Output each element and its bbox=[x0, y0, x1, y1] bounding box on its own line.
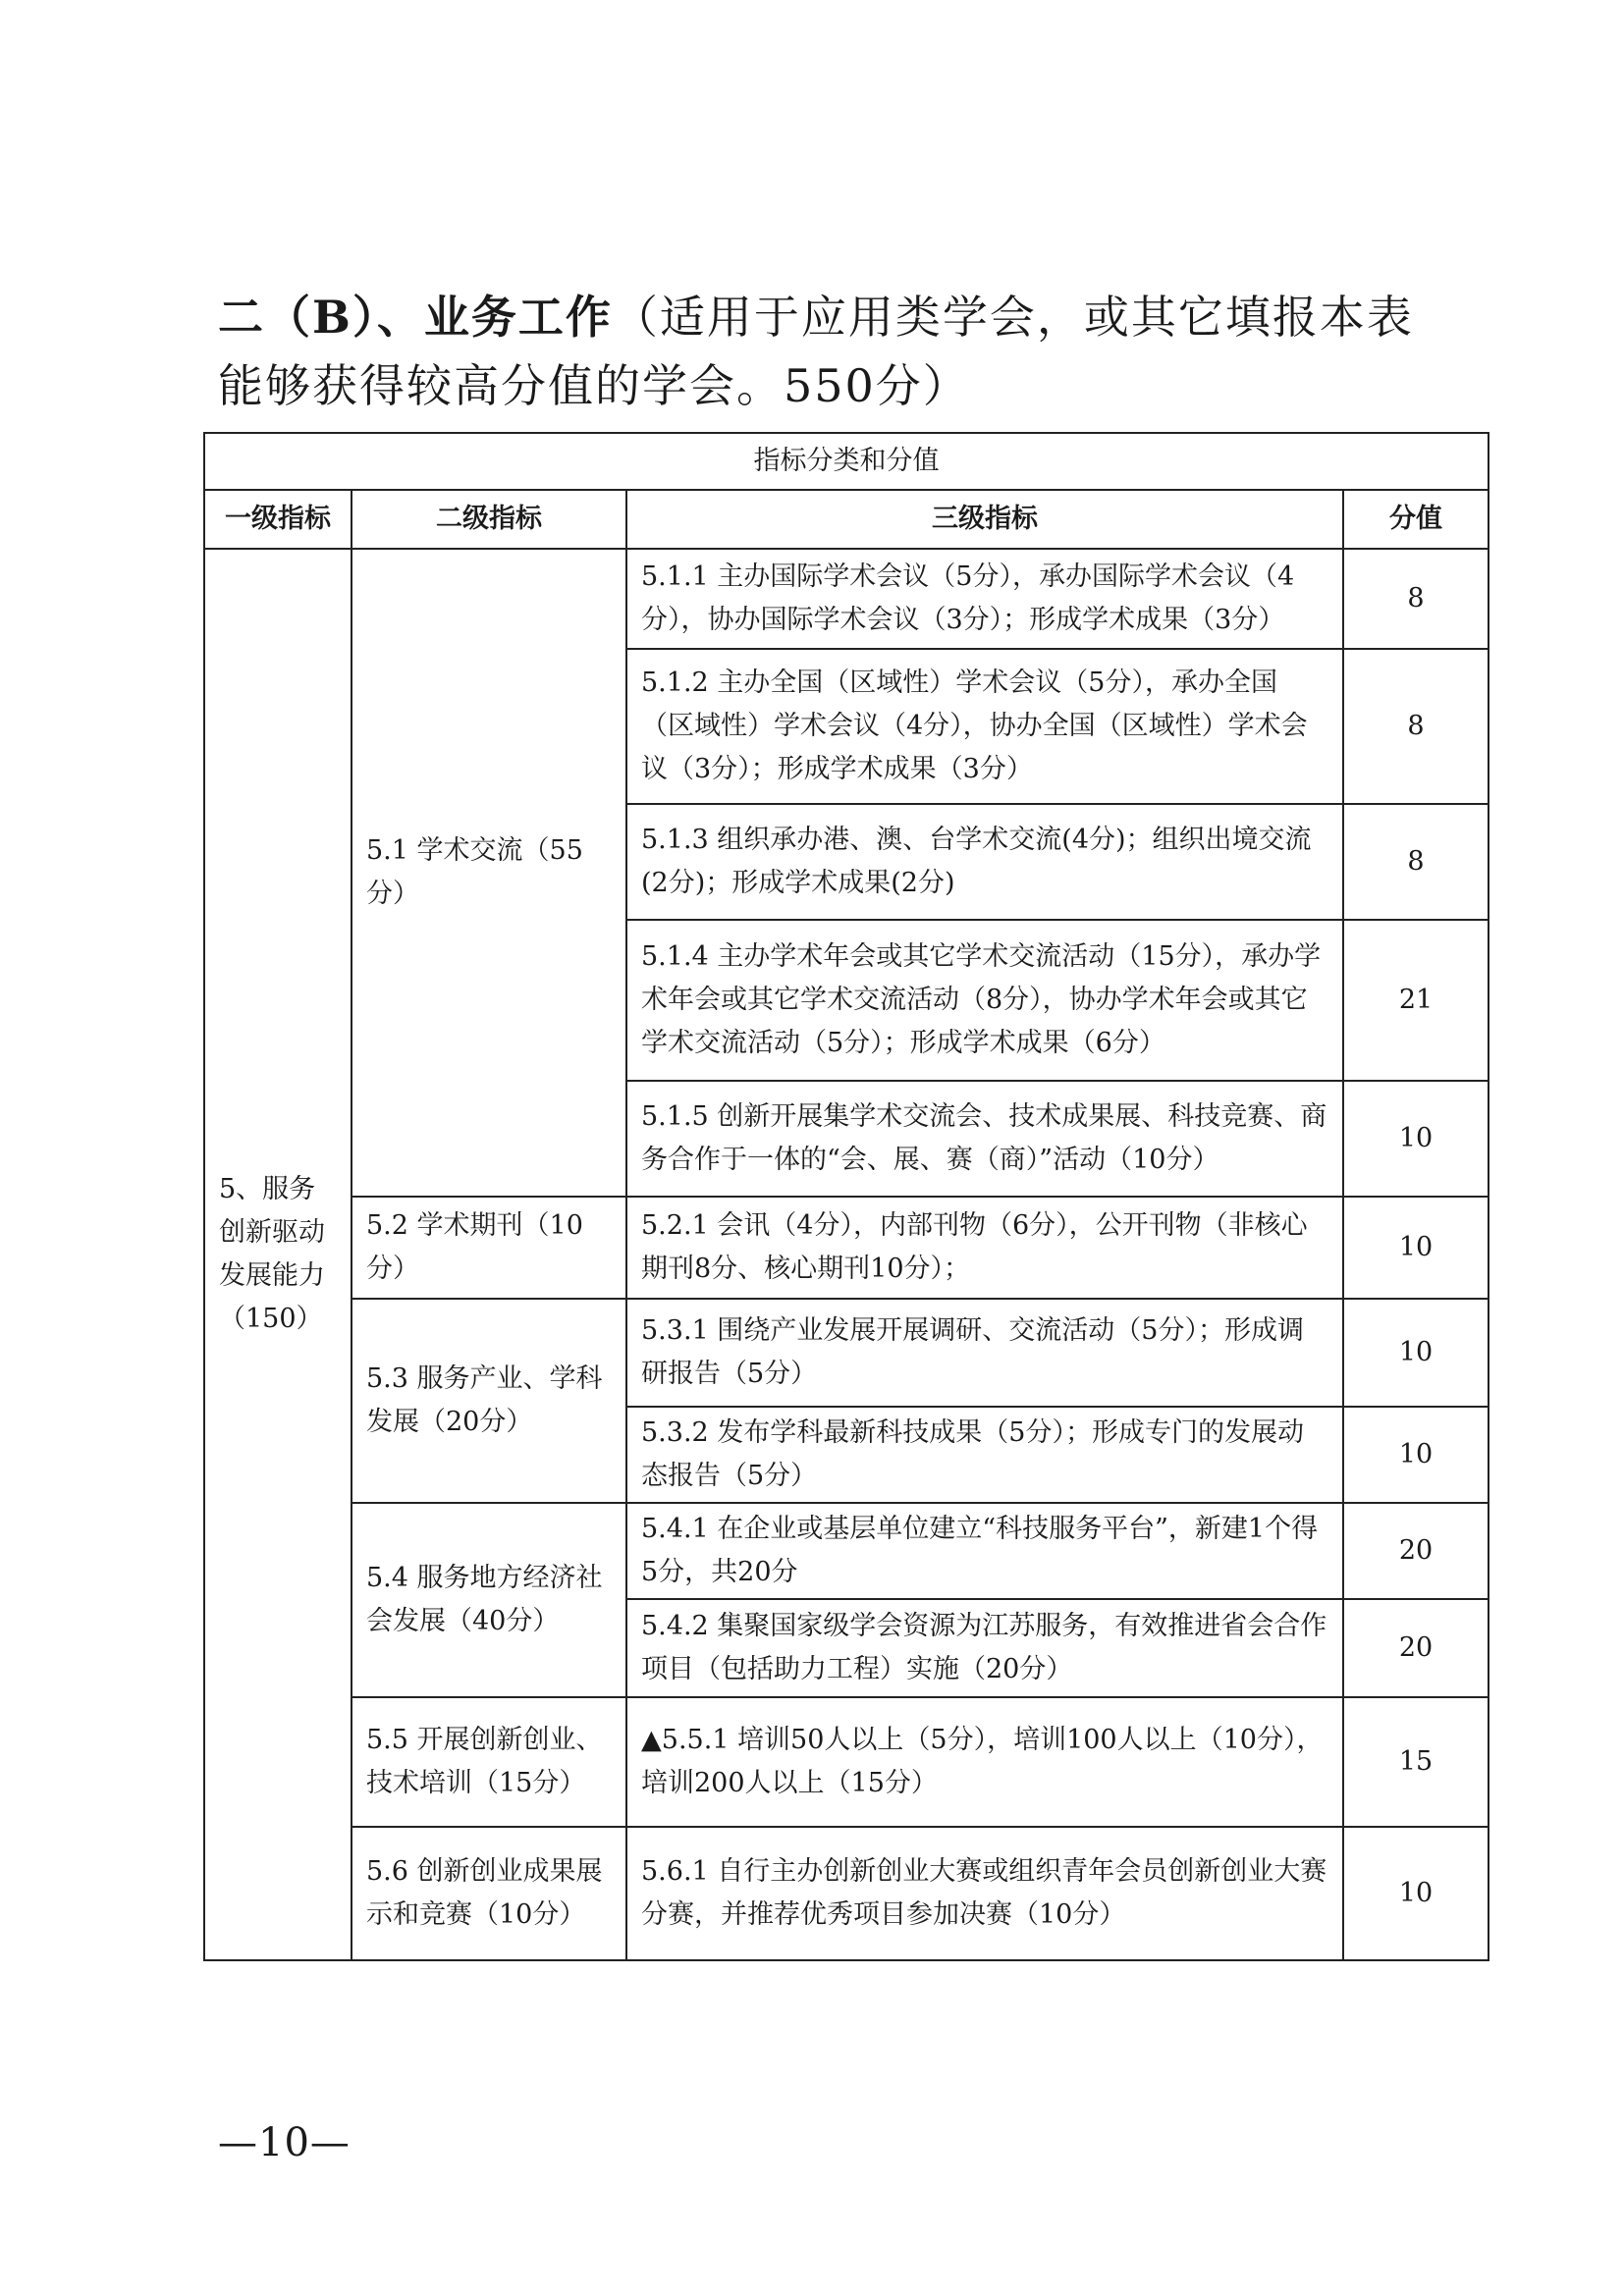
score-cell: 8 bbox=[1343, 649, 1489, 804]
header-level1: 一级指标 bbox=[204, 490, 352, 549]
section-heading bbox=[218, 283, 1435, 420]
level2-indicator: 5.3 服务产业、学科发展（20分） bbox=[352, 1299, 626, 1503]
page-number: —10— bbox=[218, 2120, 351, 2165]
indicator-table bbox=[203, 432, 1489, 1961]
level3-indicator: 5.1.2 主办全国（区域性）学术会议（5分），承办全国（区域性）学术会议（4分），协办全国（区域性）学术会议（3分）；形成学术成果（3分） bbox=[626, 649, 1343, 804]
score-cell: 10 bbox=[1343, 1827, 1489, 1960]
level3-indicator: 5.4.1 在企业或基层单位建立“科技服务平台”，新建1个得5分，共20分 bbox=[626, 1503, 1343, 1599]
header-score: 分值 bbox=[1343, 490, 1489, 549]
score-cell: 15 bbox=[1343, 1697, 1489, 1827]
level1-indicator: 5、服务创新驱动发展能力（150） bbox=[204, 549, 352, 1960]
table-caption: 指标分类和分值 bbox=[204, 433, 1489, 490]
score-cell: 10 bbox=[1343, 1197, 1489, 1299]
score-cell: 10 bbox=[1343, 1081, 1489, 1197]
score-cell: 20 bbox=[1343, 1599, 1489, 1697]
level2-indicator: 5.5 开展创新创业、技术培训（15分） bbox=[352, 1697, 626, 1827]
level3-indicator: ▲5.5.1 培训50人以上（5分），培训100人以上（10分），培训200人以上（15分） bbox=[626, 1697, 1343, 1827]
section-heading-note: （适用于应用类学会，或其它填报本表能够获得较高分值的学会。550分） bbox=[218, 291, 1414, 412]
level3-indicator: 5.4.2 集聚国家级学会资源为江苏服务，有效推进省会合作项目（包括助力工程）实施（20分） bbox=[626, 1599, 1343, 1697]
score-cell: 10 bbox=[1343, 1407, 1489, 1503]
score-cell: 8 bbox=[1343, 804, 1489, 920]
level3-indicator: 5.6.1 自行主办创新创业大赛或组织青年会员创新创业大赛分赛，并推荐优秀项目参加决赛（10分） bbox=[626, 1827, 1343, 1960]
level3-indicator: 5.3.1 围绕产业发展开展调研、交流活动（5分）；形成调研报告（5分） bbox=[626, 1299, 1343, 1407]
score-cell: 21 bbox=[1343, 920, 1489, 1081]
score-cell: 20 bbox=[1343, 1503, 1489, 1599]
score-cell: 8 bbox=[1343, 549, 1489, 649]
score-cell: 10 bbox=[1343, 1299, 1489, 1407]
header-level2: 二级指标 bbox=[352, 490, 626, 549]
header-level3: 三级指标 bbox=[626, 490, 1343, 549]
section-heading-title: 二（B）、业务工作 bbox=[218, 291, 613, 344]
level2-indicator: 5.2 学术期刊（10分） bbox=[352, 1197, 626, 1299]
level3-indicator: 5.1.4 主办学术年会或其它学术交流活动（15分），承办学术年会或其它学术交流活动（8分），协办学术年会或其它学术交流活动（5分）；形成学术成果（6分） bbox=[626, 920, 1343, 1081]
level3-indicator: 5.1.3 组织承办港、澳、台学术交流(4分)；组织出境交流(2分)；形成学术成果(2分) bbox=[626, 804, 1343, 920]
level2-indicator: 5.1 学术交流（55分） bbox=[352, 549, 626, 1197]
level3-indicator: 5.3.2 发布学科最新科技成果（5分）；形成专门的发展动态报告（5分） bbox=[626, 1407, 1343, 1503]
level2-indicator: 5.4 服务地方经济社会发展（40分） bbox=[352, 1503, 626, 1697]
level3-indicator: 5.1.5 创新开展集学术交流会、技术成果展、科技竞赛、商务合作于一体的“会、展、赛（商）”活动（10分） bbox=[626, 1081, 1343, 1197]
level3-indicator: 5.1.1 主办国际学术会议（5分），承办国际学术会议（4分），协办国际学术会议（3分）；形成学术成果（3分） bbox=[626, 549, 1343, 649]
level2-indicator: 5.6 创新创业成果展示和竞赛（10分） bbox=[352, 1827, 626, 1960]
level3-indicator: 5.2.1 会讯（4分），内部刊物（6分），公开刊物（非核心期刊8分、核心期刊10分）； bbox=[626, 1197, 1343, 1299]
